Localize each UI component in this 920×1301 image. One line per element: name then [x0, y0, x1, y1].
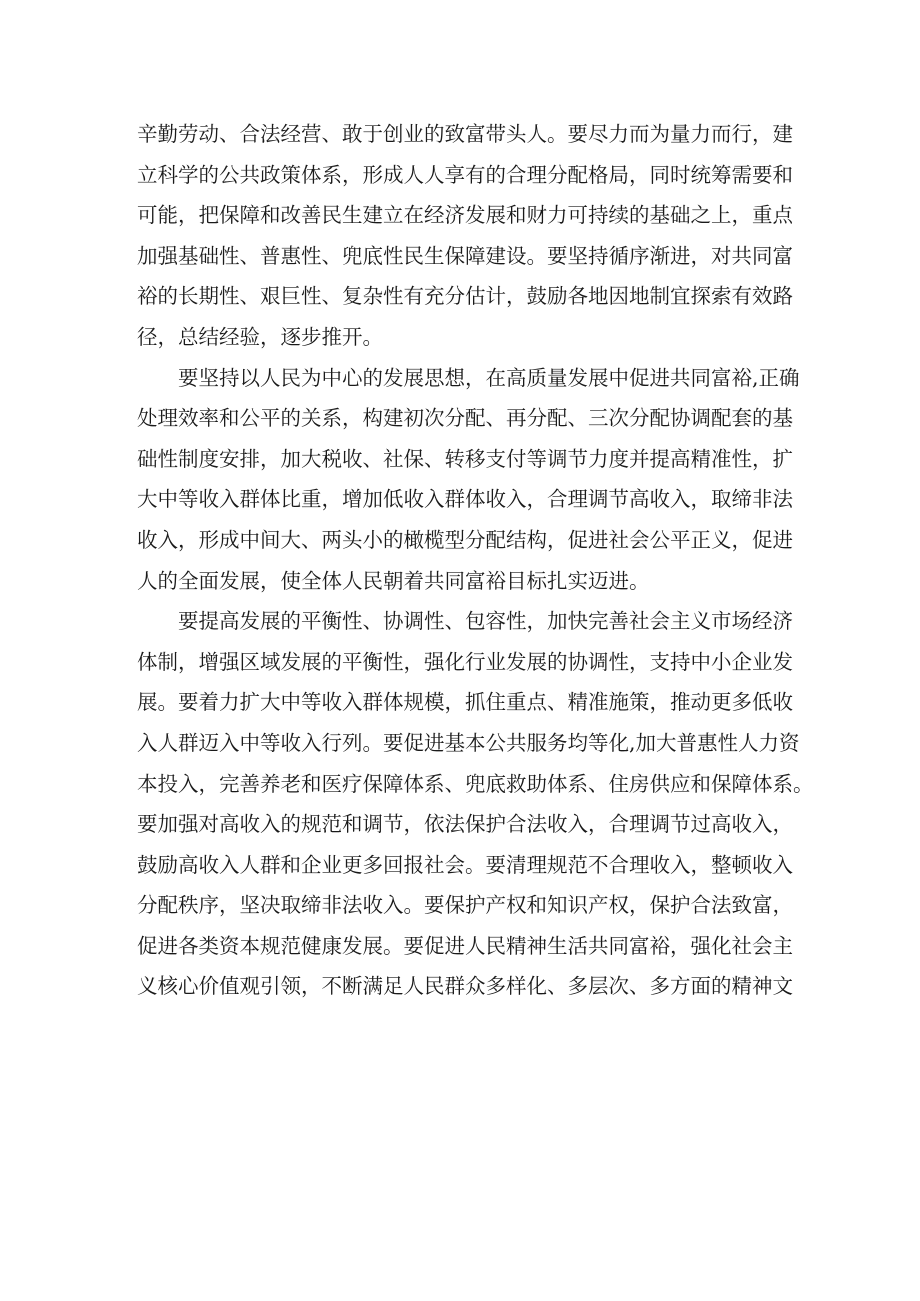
paragraph-3 [137, 601, 814, 1007]
text-line: 加强基础性、普惠性、兜底性民生保障建设。要坚持循序渐进，对共同富 [137, 243, 793, 268]
text-line: 促进各类资本规范健康发展。要促进人民精神生活共同富裕，强化社会主 [137, 933, 793, 958]
text-line: 可能，把保障和改善民生建立在经济发展和财力可持续的基础之上，重点 [137, 203, 793, 228]
paragraph-1 [137, 114, 802, 358]
text-line: 分配秩序，坚决取缔非法收入。要保护产权和知识产权，保护合法致富， [137, 893, 793, 918]
paragraph-2 [137, 358, 802, 602]
text-line: 人的全面发展，使全体人民朝着共同富裕目标扎实迈进。 [137, 568, 650, 593]
text-line: 处理效率和公平的关系，构建初次分配、再分配、三次分配协调配套的基 [137, 406, 793, 431]
text-line: 径，总结经验，逐步推开。 [137, 324, 383, 349]
text-line: 体制，增强区域发展的平衡性，强化行业发展的协调性，支持中小企业发 [137, 649, 793, 674]
text-line: 础性制度安排，加大税收、社保、转移支付等调节力度并提高精准性，扩 [137, 446, 793, 471]
text-line: 入人群迈入中等收入行列。要促进基本公共服务均等化,加大普惠性人力资 [137, 730, 800, 755]
text-line: 要加强对高收入的规范和调节，依法保护合法收入，合理调节过高收入， [137, 812, 793, 837]
text-line: 本投入，完善养老和医疗保障体系、兜底救助体系、住房供应和保障体系。 [137, 771, 814, 796]
text-line: 立科学的公共政策体系，形成人人享有的合理分配格局，同时统筹需要和 [137, 162, 793, 187]
text-line: 展。要着力扩大中等收入群体规模，抓住重点、精准施策，推动更多低收 [137, 690, 793, 715]
document-body [137, 114, 814, 1007]
text-line: 要坚持以人民为中心的发展思想，在高质量发展中促进共同富裕,正确 [178, 365, 800, 390]
text-line: 鼓励高收入人群和企业更多回报社会。要清理规范不合理收入，整顿收入 [137, 852, 793, 877]
text-line: 大中等收入群体比重，增加低收入群体收入，合理调节高收入，取缔非法 [137, 487, 793, 512]
text-line: 裕的长期性、艰巨性、复杂性有充分估计，鼓励各地因地制宜探索有效路 [137, 284, 793, 309]
text-line: 义核心价值观引领，不断满足人民群众多样化、多层次、多方面的精神文 [137, 974, 793, 999]
text-line: 辛勤劳动、合法经营、敢于创业的致富带头人。要尽力而为量力而行，建 [137, 122, 793, 146]
text-line: 收入，形成中间大、两头小的橄榄型分配结构，促进社会公平正义，促进 [137, 527, 793, 552]
text-line: 要提高发展的平衡性、协调性、包容性，加快完善社会主义市场经济 [178, 609, 793, 634]
